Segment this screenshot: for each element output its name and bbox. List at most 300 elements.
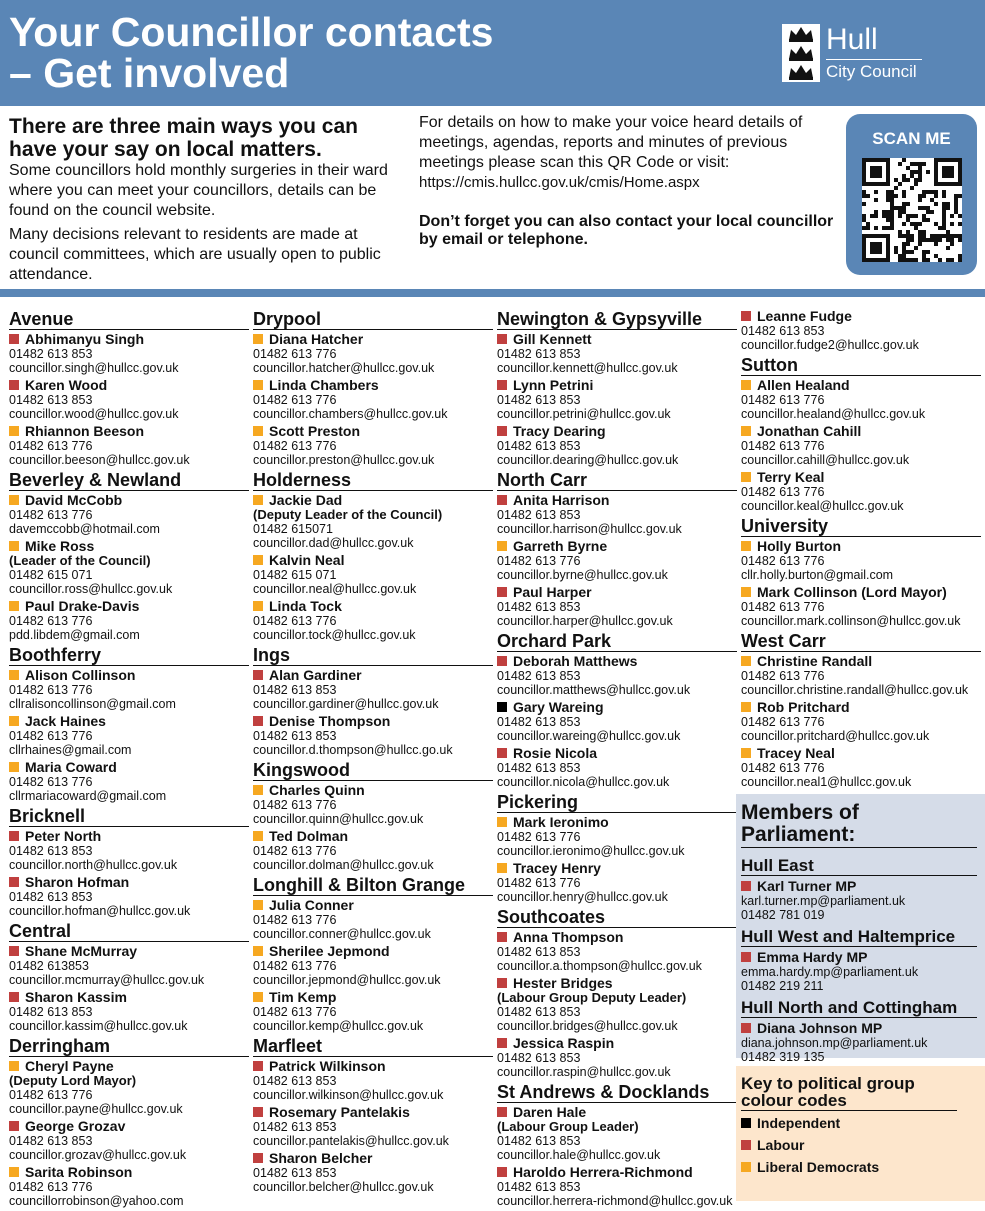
ward-heading-holderness: Holderness [253,470,493,491]
councillor-email[interactable]: councillor.pantelakis@hullcc.gov.uk [253,1134,449,1148]
councillor-phone[interactable]: 01482 613 776 [741,669,825,683]
councillor-phone[interactable]: 01482 613 776 [253,1005,337,1019]
councillor-email[interactable]: councillor.henry@hullcc.gov.uk [497,890,668,904]
councillor-email[interactable]: councillor.neal@hullcc.gov.uk [253,582,417,596]
councillor-entry [497,815,737,858]
councillor-name: Garreth Byrne [513,538,608,554]
party-colour-square-icon [9,1061,19,1071]
party-colour-square-icon [741,1162,751,1172]
councillor-email[interactable]: councillor.grozav@hullcc.gov.uk [9,1148,187,1162]
party-colour-square-icon [741,1118,751,1128]
party-colour-square-icon [9,495,19,505]
party-colour-square-icon [9,877,19,887]
councillor-name-row [497,1165,737,1180]
key-list [741,1075,957,1182]
councillor-name-row [9,668,249,683]
party-colour-square-icon [497,1167,507,1177]
ward-heading-southcoates: Southcoates [497,907,737,928]
mp-name-row [741,950,977,965]
councillor-email[interactable]: councillor.nicola@hullcc.gov.uk [497,775,670,789]
councillor-phone[interactable]: 01482 613 853 [497,1051,581,1065]
party-colour-square-icon [9,1167,19,1177]
councillor-email[interactable]: councillor.petrini@hullcc.gov.uk [497,407,671,421]
ward-column-1 [9,309,249,1211]
councillor-phone[interactable]: 01482 615071 [253,522,333,536]
councillor-entry [9,1119,249,1162]
councillor-entry [497,424,737,467]
councillor-role: (Leader of the Council) [9,553,151,568]
councillor-entry [497,378,737,421]
councillor-name-row [253,378,493,393]
councillor-email[interactable]: councillor.gardiner@hullcc.gov.uk [253,697,439,711]
councillor-phone[interactable]: 01482 613 853 [497,508,581,522]
party-colour-square-icon [9,946,19,956]
councillor-name: Alison Collinson [25,667,136,683]
councillor-entry [9,875,249,918]
councillor-name: Sharon Kassim [25,989,127,1005]
councillor-entry [497,539,737,582]
councillor-name-row [741,539,981,554]
party-colour-square-icon [497,748,507,758]
party-colour-square-icon [497,702,507,712]
councillor-name-row [497,700,737,715]
councillor-phone[interactable]: 01482 613 853 [9,1005,93,1019]
councillor-entry [497,746,737,789]
councillor-phone[interactable]: 01482 613 776 [253,393,337,407]
councillor-name: Jonathan Cahill [757,423,862,439]
councillor-phone[interactable]: 01482 613 853 [9,393,93,407]
councillor-email[interactable]: councillor.conner@hullcc.gov.uk [253,927,431,941]
councillor-phone[interactable]: 01482 613 853 [497,1134,581,1148]
details-text: For details on how to make your voice heard details of meetings, agendas, reports and minutes of previous meetings please scan this QR Code or visit: [419,114,803,171]
councillor-email[interactable]: councillor.neal1@hullcc.gov.uk [741,775,912,789]
councillor-name-row [253,1059,493,1074]
qr-code-icon[interactable] [862,158,962,262]
councillor-email[interactable]: councillor.herrera-richmond@hullcc.gov.uk [497,1194,733,1208]
party-colour-square-icon [9,670,19,680]
councillor-name: Rosie Nicola [513,745,598,761]
councillor-phone[interactable]: 01482 613 853 [497,669,581,683]
councillor-email[interactable]: councillor.byrne@hullcc.gov.uk [497,568,668,582]
councillor-entry [497,700,737,743]
councillor-entry [497,861,737,904]
councillor-email[interactable]: councillor.dad@hullcc.gov.uk [253,536,414,550]
councillor-entry [741,378,981,421]
party-colour-key [736,1066,985,1201]
party-colour-square-icon [741,380,751,390]
ward-heading-marfleet: Marfleet [253,1036,493,1057]
councillor-phone[interactable]: 01482 613 776 [741,600,825,614]
councillor-email[interactable]: councillorrobinson@yahoo.com [9,1194,184,1208]
party-colour-square-icon [253,831,263,841]
councillor-email[interactable]: councillor.wood@hullcc.gov.uk [9,407,179,421]
councillor-name-row [9,424,249,439]
mp-list [741,802,977,1069]
party-colour-square-icon [741,311,751,321]
councillor-email[interactable]: councillor.d.thompson@hullcc.go.uk [253,743,453,757]
councillor-email[interactable]: councillor.dearing@hullcc.gov.uk [497,453,679,467]
ward-heading-bricknell: Bricknell [9,806,249,827]
mp-phone[interactable]: 01482 781 019 [741,908,825,922]
councillor-name-row [253,668,493,683]
mp-phone[interactable]: 01482 219 211 [741,979,824,993]
councillor-email[interactable]: councillor.matthews@hullcc.gov.uk [497,683,691,697]
party-colour-square-icon [741,1023,751,1033]
councillor-email[interactable]: councillor.tock@hullcc.gov.uk [253,628,416,642]
councillor-name-row [9,599,249,614]
party-colour-square-icon [9,831,19,841]
councillor-phone[interactable]: 01482 613 776 [9,439,93,453]
councillor-phone[interactable]: 01482 613 853 [253,683,337,697]
councillor-phone[interactable]: 01482 613853 [9,959,89,973]
councillor-phone[interactable]: 01482 613 853 [497,393,581,407]
party-colour-square-icon [253,992,263,1002]
councillor-email[interactable]: councillor.raspin@hullcc.gov.uk [497,1065,671,1079]
councillor-name: Abhimanyu Singh [25,331,144,347]
councillor-entry [497,654,737,697]
councillor-name: Allen Healand [757,377,850,393]
councillor-name: Sherilee Jepmond [269,943,390,959]
mp-email[interactable]: emma.hardy.mp@parliament.uk [741,965,919,979]
councillor-name-row [497,493,737,508]
councillor-phone[interactable]: 01482 613 776 [9,1180,93,1194]
councillor-phone[interactable]: 01482 613 853 [497,761,581,775]
mp-entry [741,879,977,922]
councillor-phone[interactable]: 01482 613 776 [9,683,93,697]
councillor-phone[interactable]: 01482 613 776 [497,876,581,890]
councillor-name-row [741,424,981,439]
councillor-phone[interactable]: 01482 613 776 [497,554,581,568]
councillor-email[interactable]: councillor.hofman@hullcc.gov.uk [9,904,191,918]
page-title [9,9,494,96]
councillor-name-row [497,1036,737,1051]
councillor-phone[interactable]: 01482 613 776 [497,830,581,844]
councillor-email[interactable]: councillor.pritchard@hullcc.gov.uk [741,729,930,743]
councillor-phone[interactable]: 01482 613 776 [253,614,337,628]
councillor-name: Rhiannon Beeson [25,423,145,439]
councillor-email[interactable]: councillor.ross@hullcc.gov.uk [9,582,173,596]
councillor-email[interactable]: councillor.a.thompson@hullcc.gov.uk [497,959,702,973]
councillor-name: Scott Preston [269,423,361,439]
councillor-email[interactable]: councillor.keal@hullcc.gov.uk [741,499,904,513]
party-colour-square-icon [9,1121,19,1131]
councillor-name: Gill Kennett [513,331,592,347]
councillor-email[interactable]: councillor.harper@hullcc.gov.uk [497,614,673,628]
intro-left [9,115,409,289]
councillor-phone[interactable]: 01482 613 776 [741,761,825,775]
councillor-name: Deborah Matthews [513,653,638,669]
councillor-email[interactable]: councillor.ieronimo@hullcc.gov.uk [497,844,685,858]
ward-heading-boothferry: Boothferry [9,645,249,666]
councillor-phone[interactable]: 01482 613 776 [253,439,337,453]
councillor-phone[interactable]: 01482 613 853 [9,347,93,361]
mp-email[interactable]: karl.turner.mp@parliament.uk [741,894,906,908]
councillor-email[interactable]: davemccobb@hotmail.com [9,522,160,536]
councillor-name-row [497,815,737,830]
councillor-email[interactable]: councillor.christine.randall@hullcc.gov.uk [741,683,969,697]
ward-heading-beverley-newland: Beverley & Newland [9,470,249,491]
party-colour-square-icon [253,900,263,910]
councillor-phone[interactable]: 01482 613 853 [497,945,581,959]
councillor-phone[interactable]: 01482 613 776 [253,844,337,858]
key-item-liberal-democrats [741,1160,957,1175]
councillor-name: Ted Dolman [269,828,349,844]
councillor-email[interactable]: councillor.singh@hullcc.gov.uk [9,361,179,375]
ward-heading-west-carr: West Carr [741,631,981,652]
party-colour-square-icon [497,334,507,344]
councillor-entry [741,585,981,628]
councillor-email[interactable]: cllralisoncollinson@gmail.com [9,697,176,711]
councillor-phone[interactable]: 01482 613 776 [741,554,825,568]
party-colour-square-icon [253,1153,263,1163]
councillor-phone[interactable]: 01482 613 853 [9,890,93,904]
councillor-email[interactable]: councillor.kennett@hullcc.gov.uk [497,361,678,375]
councillor-phone[interactable]: 01482 613 776 [9,775,93,789]
councillor-name: David McCobb [25,492,123,508]
party-colour-square-icon [741,881,751,891]
councillor-name-row [9,990,249,1005]
councillor-phone[interactable]: 01482 613 776 [9,1088,93,1102]
party-colour-square-icon [9,716,19,726]
mp-entry [741,1021,977,1064]
ward-column-3 [497,309,737,1211]
councillor-email[interactable]: councillor.hale@hullcc.gov.uk [497,1148,661,1162]
councillor-email[interactable]: councillor.mcmurray@hullcc.gov.uk [9,973,205,987]
councillor-name: Rosemary Pantelakis [269,1104,410,1120]
party-colour-square-icon [741,1140,751,1150]
councillor-name-row [497,332,737,347]
councillor-phone[interactable]: 01482 615 071 [253,568,337,582]
scan-me-label: SCAN ME [872,129,951,148]
councillor-phone[interactable]: 01482 613 776 [253,959,337,973]
councillor-phone[interactable]: 01482 615 071 [9,568,93,582]
party-colour-square-icon [253,426,263,436]
councillor-name: Sharon Hofman [25,874,130,890]
party-colour-square-icon [253,716,263,726]
councillor-email[interactable]: councillor.mark.collinson@hullcc.gov.uk [741,614,961,628]
councillor-entry [253,493,493,550]
contact-note: Don’t forget you can also contact your local councillor by email or telephone. [419,213,834,248]
party-colour-square-icon [9,334,19,344]
councillor-entry [253,783,493,826]
councillor-name-row [9,944,249,959]
councillor-phone[interactable]: 01482 613 776 [741,393,825,407]
councillor-email[interactable]: councillor.payne@hullcc.gov.uk [9,1102,183,1116]
councillor-name: Mike Ross [25,538,95,554]
constituency-heading: Hull North and Cottingham [741,998,977,1018]
councillor-name-row [253,829,493,844]
councillor-name-row [741,700,981,715]
key-item-independent [741,1116,957,1131]
councillor-entry [253,829,493,872]
cmis-link[interactable]: https://cmis.hullcc.gov.uk/cmis/Home.aspx [419,174,700,191]
councillor-phone[interactable]: 01482 613 853 [497,439,581,453]
councillor-phone[interactable]: 01482 613 853 [9,844,93,858]
party-colour-square-icon [741,541,751,551]
councillor-entry [497,1105,737,1162]
councillor-name-row [741,654,981,669]
councillor-name: Paul Drake-Davis [25,598,140,614]
councillor-entry [9,829,249,872]
councillor-name: Linda Tock [269,598,342,614]
party-colour-square-icon [253,785,263,795]
councillor-phone[interactable]: 01482 613 776 [9,614,93,628]
party-colour-square-icon [497,863,507,873]
party-colour-square-icon [253,1107,263,1117]
mp-phone[interactable]: 01482 319 135 [741,1050,825,1064]
councillor-phone[interactable]: 01482 613 776 [253,798,337,812]
councillor-role: (Labour Group Leader) [497,1119,639,1134]
councillor-phone[interactable]: 01482 613 776 [9,729,93,743]
councillor-phone[interactable]: 01482 613 853 [253,1166,337,1180]
scan-me-panel [846,114,977,275]
party-colour-square-icon [9,992,19,1002]
party-colour-square-icon [741,656,751,666]
councillor-phone[interactable]: 01482 613 853 [497,715,581,729]
ward-heading-longhill-bilton-grange: Longhill & Bilton Grange [253,875,493,896]
councillor-email[interactable]: councillor.kemp@hullcc.gov.uk [253,1019,424,1033]
councillor-phone[interactable]: 01482 613 853 [497,600,581,614]
section-divider [0,289,985,297]
councillor-email[interactable]: councillor.healand@hullcc.gov.uk [741,407,926,421]
councillor-phone[interactable]: 01482 613 853 [9,1134,93,1148]
councillor-phone[interactable]: 01482 613 853 [253,1074,337,1088]
councillor-name: Denise Thompson [269,713,391,729]
councillor-phone[interactable]: 01482 613 853 [741,324,825,338]
key-item-label: Labour [757,1137,805,1153]
party-colour-square-icon [9,380,19,390]
councillor-email[interactable]: councillor.north@hullcc.gov.uk [9,858,178,872]
councillor-name-row [497,861,737,876]
councillor-email[interactable]: councillor.fudge2@hullcc.gov.uk [741,338,919,352]
councillor-name-row [253,599,493,614]
councillor-email[interactable]: councillor.wilkinson@hullcc.gov.uk [253,1088,444,1102]
ward-column-4 [741,309,981,792]
councillor-email[interactable]: councillor.kassim@hullcc.gov.uk [9,1019,188,1033]
party-colour-square-icon [253,555,263,565]
councillor-name-row [253,898,493,913]
title-line-1: Your Councillor contacts [9,9,494,55]
ward-heading-orchard-park: Orchard Park [497,631,737,652]
councillor-phone[interactable]: 01482 613 853 [253,729,337,743]
councillor-name: Julia Conner [269,897,354,913]
councillor-name: Charles Quinn [269,782,365,798]
councillor-email[interactable]: councillor.belcher@hullcc.gov.uk [253,1180,434,1194]
councillor-email[interactable]: councillor.cahill@hullcc.gov.uk [741,453,910,467]
councillor-name-row [253,714,493,729]
councillor-name: Jessica Raspin [513,1035,615,1051]
party-colour-square-icon [9,426,19,436]
councillor-name-row [9,760,249,775]
councillor-email[interactable]: councillor.wareing@hullcc.gov.uk [497,729,681,743]
party-colour-square-icon [741,472,751,482]
mp-name-row [741,879,977,894]
councillor-phone[interactable]: 01482 613 776 [741,485,825,499]
party-colour-square-icon [253,670,263,680]
councillor-name: Jack Haines [25,713,106,729]
key-item-label: Liberal Democrats [757,1159,880,1175]
councillor-role: (Labour Group Deputy Leader) [497,990,687,1005]
councillor-entry [253,1105,493,1148]
councillor-phone[interactable]: 01482 613 853 [497,1005,581,1019]
councillor-phone[interactable]: 01482 613 776 [741,439,825,453]
councillor-phone[interactable]: 01482 613 776 [9,508,93,522]
councillor-email[interactable]: councillor.dolman@hullcc.gov.uk [253,858,434,872]
councillor-phone[interactable]: 01482 613 853 [253,1120,337,1134]
councillor-entry [497,1165,737,1208]
councillor-name-row [253,1105,493,1120]
councillor-name: Diana Hatcher [269,331,364,347]
party-colour-square-icon [497,817,507,827]
councillor-name: Tracy Dearing [513,423,606,439]
party-colour-square-icon [497,1038,507,1048]
party-colour-square-icon [253,1061,263,1071]
councillor-entry [741,539,981,582]
ward-heading-st-andrews-docklands: St Andrews & Docklands [497,1082,737,1103]
councillor-name-row [253,783,493,798]
councillor-name-row [253,493,493,508]
councillor-name: Kalvin Neal [269,552,345,568]
councillor-name-row [9,493,249,508]
party-colour-square-icon [253,380,263,390]
councillor-entry [253,1059,493,1102]
councillor-email[interactable]: councillor.quinn@hullcc.gov.uk [253,812,424,826]
councillor-email[interactable]: cllrmariacoward@gmail.com [9,789,167,803]
councillor-entry [253,898,493,941]
councillor-entry [9,493,249,536]
key-item-label: Independent [757,1115,841,1131]
members-of-parliament-panel [736,794,985,1064]
councillor-email[interactable]: councillor.bridges@hullcc.gov.uk [497,1019,678,1033]
councillor-email[interactable]: councillor.beeson@hullcc.gov.uk [9,453,190,467]
councillor-phone[interactable]: 01482 613 776 [741,715,825,729]
councillor-entry [253,424,493,467]
constituency-heading: Hull West and Haltemprice [741,927,977,947]
councillor-email[interactable]: councillor.preston@hullcc.gov.uk [253,453,435,467]
councillor-email[interactable]: councillor.jepmond@hullcc.gov.uk [253,973,441,987]
councillor-name: Lynn Petrini [513,377,594,393]
councillor-name-row [497,930,737,945]
councillor-phone[interactable]: 01482 613 776 [253,913,337,927]
party-colour-square-icon [9,601,19,611]
councillor-entry [253,599,493,642]
ward-heading-newington-gypsyville: Newington & Gypsyville [497,309,737,330]
councillor-phone[interactable]: 01482 613 853 [497,1180,581,1194]
mp-name: Emma Hardy MP [757,949,868,965]
councillor-name: Anna Thompson [513,929,624,945]
constituency-heading: Hull East [741,856,977,876]
mp-email[interactable]: diana.johnson.mp@parliament.uk [741,1036,928,1050]
councillor-email[interactable]: councillor.hatcher@hullcc.gov.uk [253,361,435,375]
intro-heading: There are three main ways you can have your say on local matters. [9,115,358,161]
councillor-name-row [497,976,737,991]
party-colour-square-icon [497,587,507,597]
councillor-name-row [497,378,737,393]
councillor-email[interactable]: councillor.harrison@hullcc.gov.uk [497,522,682,536]
councillor-entry [9,378,249,421]
councillor-email[interactable]: pdd.libdem@gmail.com [9,628,140,642]
councillor-email[interactable]: cllr.holly.burton@gmail.com [741,568,894,582]
councillor-phone[interactable]: 01482 613 776 [253,347,337,361]
councillor-entry [741,746,981,789]
councillor-name: Hester Bridges [513,975,613,991]
councillor-phone[interactable]: 01482 613 853 [497,347,581,361]
councillor-name-row [741,378,981,393]
councillor-email[interactable]: councillor.chambers@hullcc.gov.uk [253,407,448,421]
councillor-email[interactable]: cllrhaines@gmail.com [9,743,132,757]
councillor-entry [497,585,737,628]
councillor-entry [253,668,493,711]
